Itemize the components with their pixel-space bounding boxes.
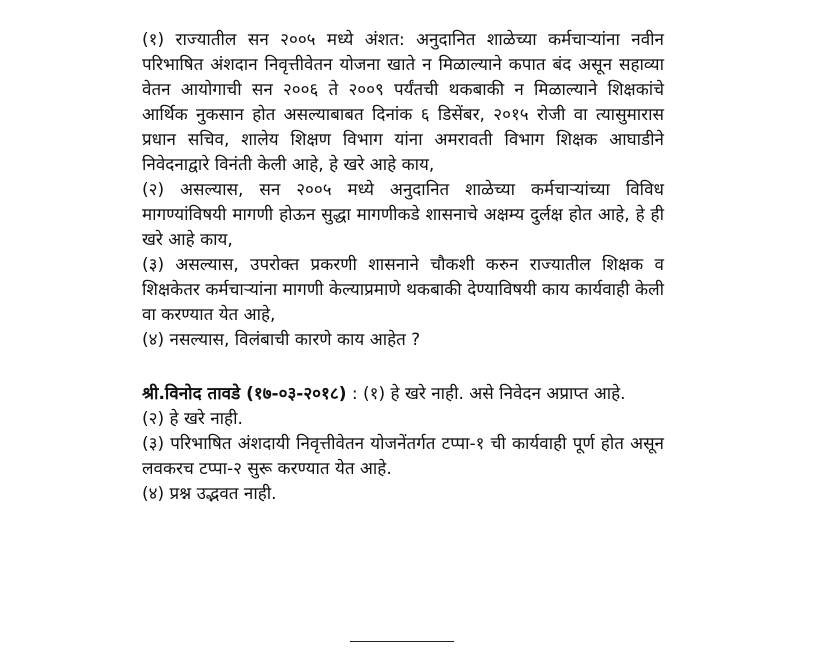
end-divider: [350, 641, 454, 642]
answer-separator: :: [346, 384, 364, 404]
answer-4: (४) प्रश्न उद्भवत नाही.: [142, 484, 277, 504]
question-2: (२) असल्यास, सन २००५ मध्ये अनुदानित शाळेच्या कर्मचाऱ्यांच्या विविध मागण्यांविषयी मागणी होऊन सुद्धा मागणीकडे शासनाचे अक्षम्य दुर्लक्ष होत आहे, हे ही खरे आहे काय,: [142, 180, 664, 250]
document-body: [142, 28, 664, 507]
answer-1-text: (१) हे खरे नाही. असे निवेदन अप्राप्त आहे.: [363, 384, 626, 404]
answer-speaker: श्री.विनोद तावडे (१७-०३-२०१८): [142, 384, 347, 404]
answer-3: (३) परिभाषित अंशदायी निवृत्तीवेतन योजनेंतर्गत टप्पा-१ ची कार्यवाही पूर्ण होत असून लवकरच टप्पा-२ सुरू करण्यात येत आहे.: [142, 434, 664, 479]
answer-2: (२) हे खरे नाही.: [142, 409, 243, 429]
question-block: [142, 28, 664, 353]
question-3: (३) असल्यास, उपरोक्त प्रकरणी शासनाने चौकशी करुन राज्यातील शिक्षक व शिक्षकेतर कर्मचाऱ्यांना मागणी केल्याप्रमाणे थकबाकी देण्याविषयी काय कार्यवाही केली वा करण्यात येत आहे,: [142, 255, 664, 325]
question-4: (४) नसल्यास, विलंबाची कारणे काय आहेत ?: [142, 330, 421, 350]
question-1: (१) राज्यातील सन २००५ मध्ये अंशत: अनुदानित शाळेच्या कर्मचाऱ्यांना नवीन परिभाषित अंशदान निवृत्तीवेतन योजना खाते न मिळाल्याने कपात बंद असून सहाव्या वेतन आयोगाची सन २००६ ते २००९ पर्यंतची थकबाकी न मिळाल्याने शिक्षकांचे आर्थिक नुकसान होत असल्याबाबत दिनांक ६ डिसेंबर, २०१५ रोजी वा त्यासुमारास प्रधान सचिव, शालेय शिक्षण विभाग यांना अमरावती विभाग शिक्षक आघाडीने निवेदनाद्वारे विनंती केली आहे, हे खरे आहे काय,: [142, 30, 664, 175]
answer-1: [142, 382, 664, 407]
answer-block: [142, 382, 664, 507]
